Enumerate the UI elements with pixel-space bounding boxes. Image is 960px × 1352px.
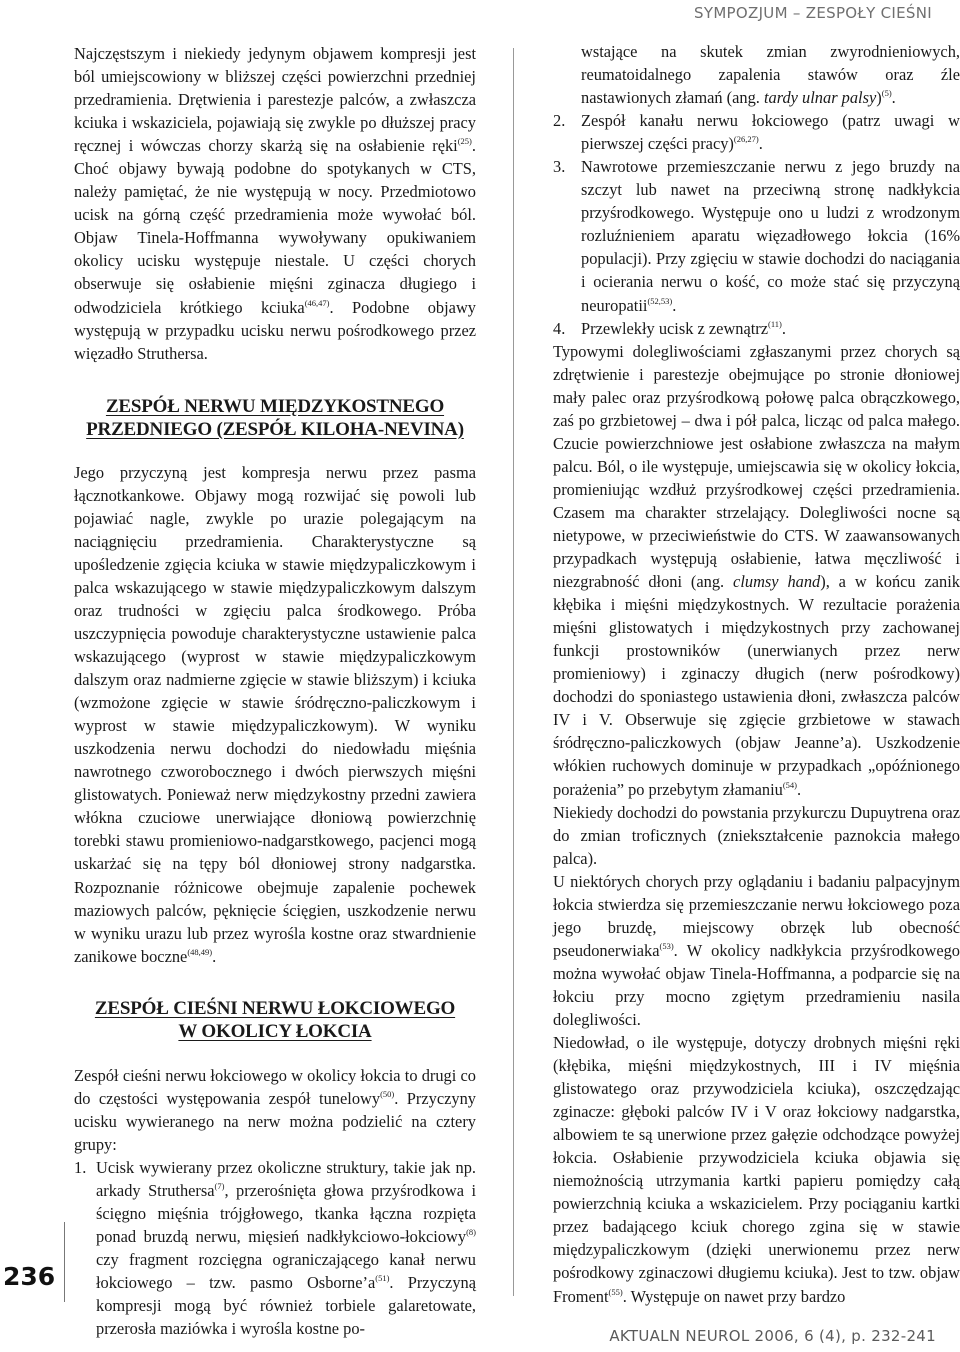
reference: (8) xyxy=(466,1227,476,1238)
heading-line: PRZEDNIEGO (ZESPÓŁ KILOHA-NEVINA) xyxy=(86,418,464,440)
heading-line: ZESPÓŁ CIEŚNI NERWU ŁOKCIOWEGO xyxy=(94,997,456,1019)
reference: (52,53) xyxy=(647,295,673,306)
reference: (50) xyxy=(380,1088,395,1099)
paragraph: Niedowład, o ile występuje, dotyczy drobnych mięśni ręki (kłębika, mięśni międzykostnych, III i IV mięśnia glistowatego oraz przywodziciela kciuka), oszczędzając zginacze: głęboki palców IV i V oraz łokciowy nadgarstka, albowiem te są unerwione przez gałęzie odchodzące powyżej łokcia. Osłabienie przywodziciela kciuka objawia się niemożnością utrzymania kartki papieru pomiędzy całą powierzchnią kciuka a wskazicielem. Przy pociąganiu kartki przez badającego kciuk chorego zgina się w stawie międzypaliczkowym (dzięki unerwionemu przez nerw pośrodkowy zginaczowi długiemu kciuka). Jest to tzw. objaw Froment$^{(55)}$. Występuje on nawet przy bardzo xyxy=(553,1033,960,1306)
list-number: 3. xyxy=(553,157,566,177)
reference: (51) xyxy=(375,1273,390,1284)
list-number: 4. xyxy=(553,318,566,338)
paragraph: Jego przyczyną jest kompresja nerwu przez pasma łącznotkankowe. Objawy mogą rozwijać się powoli lub pojawiać nagle, zwykle po urazie polegającym na naciągnięciu przedramienia. Charakterystyczne są upośledzenie zgięcia kciuka w stawie międzypaliczkowym i palca wskazującego w stawie międzypaliczkowym dalszym oraz trudności w zgięciu palca środkowego. Próba uszczypnięcia powoduje charakterystyczne ustawienie palca wskazującego (wyprost w stawie międzypaliczkowym dalszym oraz nadmierne zgięcie w stawie bliższym) i kciuka (wzmożone zgięcie w stawie śródręczno-paliczkowym i wyprost w stawie międzypaliczkowym). W wyniku uszkodzenia nerwu dochodzi do niedowładu mięśnia nawrotnego czworobocznego i dwóch pierwszych mięśni glistowatych. Ponieważ nerw międzykostny przedni zawiera włókna czuciowe unerwiające dłoniową powierzchnię torebki stawu promieniowo-nadgarstkowego, pacjenci mogą uskarżać się na tępy ból dłoniowej strony nadgarstka. Rozpoznanie różnicowe obejmuje zapalenie pochewek maziowych palców, pęknięcie ścięgien, uszkodzenie nerwu w wyniku urazu lub przez wyrośla kostne oraz stwardnienie zanikowe boczne$^{(48,49)}$. xyxy=(74,462,476,966)
reference: (5) xyxy=(881,88,892,99)
paragraph: U niektórych chorych przy oglądaniu i badaniu palpacyjnym łokcia stwierdza się przemieszczanie nerwu łokciowego poza jego bruzdę, miejscowy obrzęk lub obecność pseudonerwiaka$^{(53)}$. W okolicy nadkłykcia przyśrodkowego można wywołać objaw Tinela-Hoffmanna, a podparcie się na łokciu przy mocno zgiętym przedramieniu nasila dolegliwości. xyxy=(553,871,960,1029)
list-item: 3. Nawrotowe przemieszczanie nerwu z jego bruzdy na szczyt lub nawet na przeciwną stronę nadkłykcia przyśrodkowego. Występuje ono u ludzi z wrodzonym rozluźnieniem aparatu więzadłowego łokcia (16% populacji). Przy zgięciu w stawie dochodzi do naciągania i ocierania nerwu o kość, co może stać się przyczyną neuropatii$^{(52,53)}$. xyxy=(553,157,960,315)
list-number: 1. xyxy=(74,1157,87,1177)
reference: (55) xyxy=(608,1286,623,1297)
list-item: 2. Zespół kanału nerwu łokciowego (patrz uwagi w pierwszej części pracy)$^{(26,27)}$. xyxy=(553,111,960,154)
right-column xyxy=(553,40,960,1308)
paragraph: Najczęstszym i niekiedy jedynym objawem kompresji jest ból umiejscowiony w bliższej części powierzchni przedniej przedramienia. Drętwienia i parestezje palców, a zwłaszcza kciuka i wskaziciela, pojawiają się zwykle po dłuższej pracy ręcznej i wówczas chorzy skarżą się na osłabienie ręki$^{(25)}$. Choć objawy bywają podobne do spotykanych w CTS, należy pamiętać, że nie występują w nocy. Przedmiotowo ucisk na górną część przedramienia może wywołać ból. Objaw Tinela-Hoffmanna wywoływany opukiwaniem okolicy ucisku występuje niestale. U części chorych obserwuje się osłabienie mięśni zginacza długiego i odwodziciela krótkiego kciuka$^{(46,47)}$. Podobne objawy występują w przypadku ucisku nerwu pośrodkowego przez więzadło Struthersa. xyxy=(74,44,476,363)
heading-line: W OKOLICY ŁOKCIA xyxy=(178,1020,372,1042)
paragraph: Typowymi dolegliwościami zgłaszanymi przez chorych są zdrętwienie i parestezje obejmujące po stronie dłoniowej mały palec oraz przyśrodkową połowę palca obrączkowego, zaś po grzbietowej – dwa i pół palca, licząc od palca małego. Czucie powierzchniowe jest osłabione zwłaszcza na małym palcu. Ból, o ile występuje, umiejscawia się w okolicy łokcia, promieniując wzdłuż przyśrodkowej części przedramienia. Czasem ma charakter strzelający. Dolegliwości nocne są nietypowe, w przeciwieństwie do CTS. W zaawansowanych przypadkach występują osłabienie, łatwa męczliwość i niezgrabność dłoni (ang. clumsy hand), a w końcu zanik kłębika i mięśni międzykostnych. W rezultacie porażenia mięśni glistowatych i międzykostnych przy zachowanej funkcji prostowników (unerwianych przez nerw promieniowy) i zginaczy długich (nerw pośrodkowy) dochodzi do sponiastego ustawienia dłoni, zwłaszcza palców IV i V. Obserwuje się zgięcie grzbietowe w stawach śródręczno-paliczkowych (objaw Jeanne’a). Uszkodzenie włókien ruchowych dominuje w przypadkach „opóźnionego porażenia” po przebytym złamaniu$^{(54)}$. xyxy=(553,341,960,799)
heading-line: ZESPÓŁ NERWU MIĘDZYKOSTNEGO xyxy=(105,395,445,417)
reference: (7) xyxy=(214,1180,225,1191)
list-item: 4. Przewlekły ucisk z zewnątrz$^{(11)}$. xyxy=(553,317,960,340)
list-item: 1. Ucisk wywierany przez okoliczne struktury, takie jak np. arkady Struthersa$^{(7)}$, przerośnięta głowa przyśrodkowa i ścięgno mięśnia trójgłowego, tkanka łączna rozpięta ponad bruzdą nerwu, mięsień nadkłykciowo-łokciowy$^{(8)}$ czy fragment rozcięgna ograniczającego kanał nerwu łokciowego – tzw. pasmo $Osborne’a^{(51)}$. Przyczyną kompresji mogą być również torbiele galaretowate, przerosła maziówka i wyrośla kostne po- xyxy=(74,1157,476,1339)
reference: (25) xyxy=(457,136,472,147)
journal-citation: AKTUALN NEUROL 2006, 6 (4), p. 232-241 xyxy=(609,1327,936,1345)
column-divider xyxy=(513,48,514,1296)
left-column xyxy=(74,42,476,1340)
list-item-continued: wstające na skutek zmian zwyrodnieniowych, reumatoidalnego zapalenia stawów oraz źle nastawionych złamań (ang. tardy ulnar palsy)$^{(5)}$. xyxy=(581,42,960,108)
reference: (46,47) xyxy=(304,297,330,308)
paragraph: Niekiedy dochodzi do powstania przykurczu Dupuytrena oraz do zmian troficznych (zniekształcenie paznokcia małego palca). xyxy=(553,802,960,868)
running-head: SYMPOZJUM – ZESPOŁY CIEŚNI xyxy=(694,4,932,22)
section-heading-kiloh-nevin xyxy=(74,395,476,441)
page-number: 236 xyxy=(3,1262,56,1291)
page-number-rule xyxy=(64,1222,65,1302)
section-heading-ulnar-tunnel xyxy=(74,997,476,1043)
reference: (11) xyxy=(768,318,782,329)
reference: (54) xyxy=(782,779,797,790)
reference: (48,49) xyxy=(187,946,213,957)
list-number: 2. xyxy=(553,111,566,131)
paragraph: Zespół cieśni nerwu łokciowego w okolicy łokcia to drugi co do częstości występowania zespół tunelowy$^{(50)}$. Przyczyny ucisku wywieranego na nerw można podzielić na cztery grupy: xyxy=(74,1065,476,1154)
reference: (26,27) xyxy=(733,134,759,145)
reference: (53) xyxy=(659,940,674,951)
